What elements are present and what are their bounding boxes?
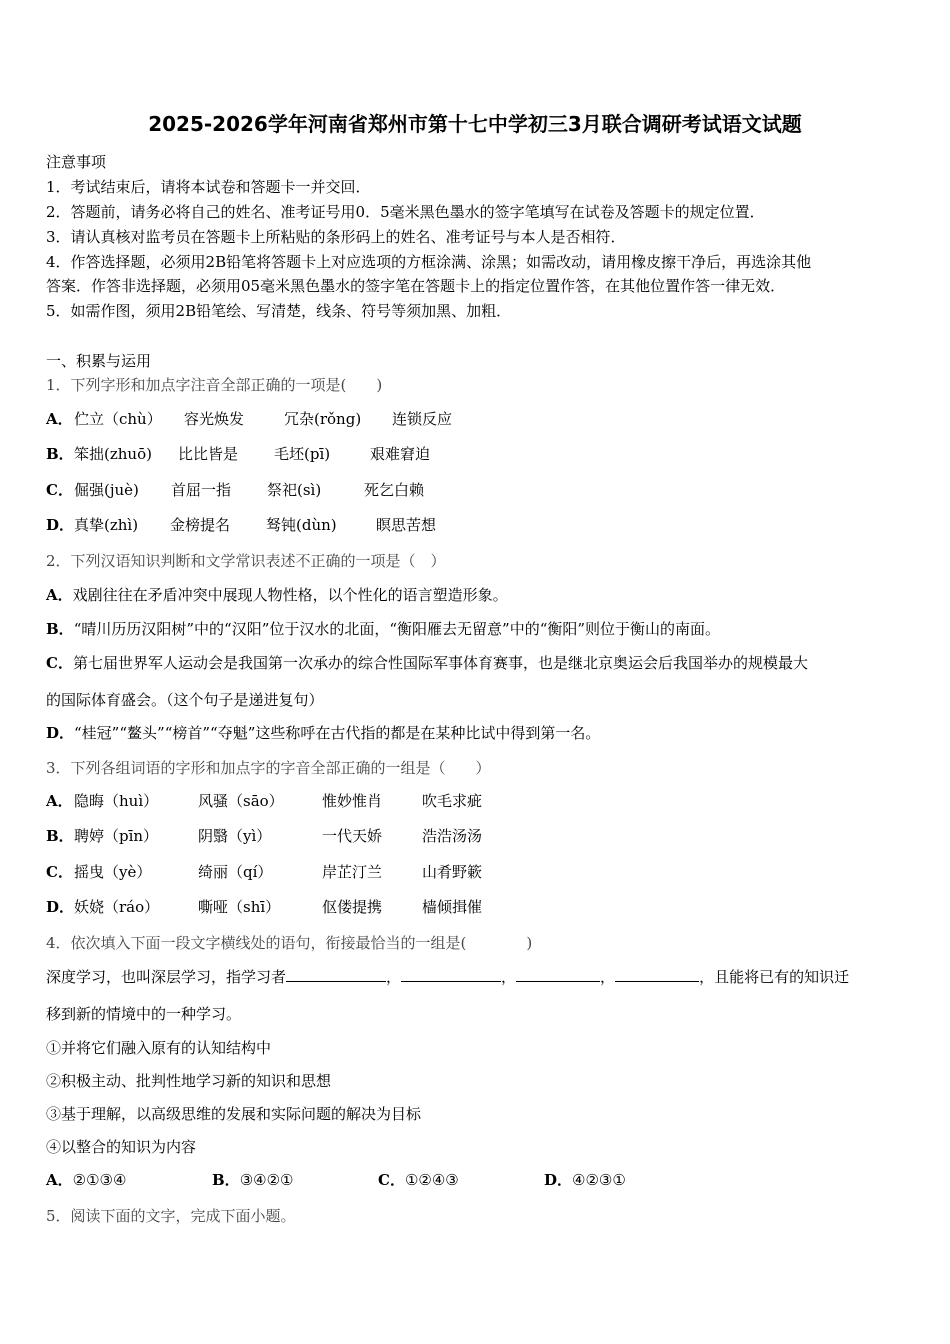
option-label: D．: [544, 1171, 573, 1189]
option-label: C．: [46, 863, 73, 881]
q1-option-d: [46, 515, 436, 535]
option-word: 祭祀(sì): [267, 481, 322, 499]
q4-options: [46, 1170, 626, 1190]
q4-paragraph: [46, 967, 849, 987]
option-word: 妖娆（ráo）: [74, 898, 160, 916]
q3-option-b: [46, 826, 482, 846]
q2-option-b: B．“晴川历历汉阳树”中的“汉阳”位于汉水的北面，“衡阳雁去无留意”中的“衡阳”则位于衡山的南面。: [46, 620, 721, 638]
separator: ，: [386, 968, 402, 986]
paragraph-text: ，且能将已有的知识迁: [699, 968, 850, 986]
q2-option-d: D．“桂冠”“鳌头”“榜首”“夺魁”这些称呼在古代指的都是在某种比试中得到第一名。: [46, 724, 601, 742]
notice-item-5: 5．如需作图，须用2B铅笔绘、写清楚，线条、符号等须加黑、加粗．: [46, 302, 512, 320]
option-label: D．: [46, 724, 75, 742]
q4-item-3: ③基于理解，以高级思维的发展和实际问题的解决为目标: [46, 1105, 422, 1123]
q3-option-a: [46, 791, 482, 811]
option-label: C．: [46, 481, 73, 499]
q3-stem: 3．下列各组词语的字形和加点字的字音全部正确的一组是（ ）: [46, 759, 491, 777]
option-word: 山肴野簌: [422, 863, 483, 881]
option-label: B．: [46, 827, 74, 845]
notice-item-3: 3．请认真核对监考员在答题卡上所粘贴的条形码上的姓名、准考证号与本人是否相符．: [46, 228, 626, 246]
q1-option-b: [46, 444, 430, 464]
option-a: A．②①③④: [46, 1171, 127, 1189]
q5-stem: 5．阅读下面的文字，完成下面小题。: [46, 1207, 296, 1225]
q1-stem: 1．下列字形和加点字注音全部正确的一项是( ): [46, 376, 383, 394]
q2-option-a: A．戏剧往往在矛盾冲突中展现人物性格，以个性化的语言塑造形象。: [46, 586, 508, 604]
fill-blank: [286, 967, 386, 982]
option-word: 浩浩汤汤: [422, 827, 483, 845]
option-word: 倔强(juè): [74, 481, 139, 499]
q3-option-c: [46, 862, 482, 882]
option-word: 比比皆是: [178, 445, 239, 463]
option-label: B．: [212, 1171, 240, 1189]
q2-option-c-cont: 的国际体育盛会。（这个句子是递进复句）: [46, 691, 324, 709]
q4-stem: 4．依次填入下面一段文字横线处的语句，衔接最恰当的一组是( ): [46, 934, 533, 952]
option-word: 连锁反应: [392, 410, 453, 428]
option-label: A．: [46, 410, 73, 428]
option-word: 真挚(zhì): [74, 516, 139, 534]
option-word: 吹毛求疵: [422, 792, 483, 810]
option-label: B．: [46, 620, 74, 638]
option-word: 惟妙惟肖: [322, 792, 383, 810]
q4-item-1: ①并将它们融入原有的认知结构中: [46, 1039, 272, 1057]
q2-stem: 2．下列汉语知识判断和文学常识表述不正确的一项是（ ）: [46, 552, 446, 570]
option-label: A．: [46, 586, 73, 604]
q1-option-a: [46, 409, 452, 429]
option-label: D．: [46, 516, 75, 534]
fill-blank: [516, 967, 600, 982]
q4-item-4: ④以整合的知识为内容: [46, 1138, 197, 1156]
option-word: 艰难窘迫: [370, 445, 431, 463]
fill-blank: [615, 967, 699, 982]
option-word: 岸芷汀兰: [322, 863, 383, 881]
option-word: 聘婷（pīn）: [74, 827, 159, 845]
notice-item-4-cont: 答案．作答非选择题，必须用05毫米黑色墨水的签字笔在答题卡上的指定位置作答，在其他位置作答一律无效．: [46, 277, 786, 295]
option-label: D．: [46, 898, 75, 916]
fill-blank: [401, 967, 501, 982]
section-heading: 一、积累与运用: [46, 352, 152, 370]
option-word: 金榜提名: [170, 516, 231, 534]
separator: ，: [600, 968, 616, 986]
option-word: 笨拙(zhuō): [74, 445, 152, 463]
notice-item-4: 4．作答选择题，必须用2B铅笔将答题卡上对应选项的方框涂满、涂黑；如需改动，请用橡皮擦干净后，再选涂其他: [46, 253, 812, 271]
q2-option-c: C．第七届世界军人运动会是我国第一次承办的综合性国际军事体育赛事，也是继北京奥运会后我国举办的规模最大: [46, 654, 808, 672]
option-word: 首屈一指: [171, 481, 232, 499]
option-word: 嘶哑（shī）: [198, 898, 281, 916]
q4-paragraph-cont: 移到新的情境中的一种学习。: [46, 1005, 242, 1023]
option-word: 绮丽（qí）: [198, 863, 273, 881]
notice-item-1: 1．考试结束后，请将本试卷和答题卡一并交回．: [46, 178, 371, 196]
option-word: 死乞白赖: [364, 481, 425, 499]
q1-option-c: [46, 480, 424, 500]
option-label: A．: [46, 1171, 73, 1189]
option-label: C．: [378, 1171, 405, 1189]
option-word: 阴翳（yì）: [198, 827, 272, 845]
option-label: C．: [46, 654, 73, 672]
page-title: 2025-2026学年河南省郑州市第十七中学初三3月联合调研考试语文试题: [148, 112, 802, 136]
option-word: 驽钝(dùn): [266, 516, 337, 534]
option-word: 樯倾揖催: [422, 898, 483, 916]
q3-option-d: [46, 897, 482, 917]
option-word: 容光焕发: [184, 410, 245, 428]
option-word: 一代天娇: [322, 827, 383, 845]
notice-item-2: 2．答题前，请务必将自己的姓名、准考证号用0．5毫米黑色墨水的签字笔填写在试卷及答题卡的规定位置．: [46, 203, 765, 221]
option-word: 摇曳（yè）: [74, 863, 152, 881]
option-word: 冗杂(rǒng): [284, 410, 362, 428]
separator: ，: [501, 968, 517, 986]
option-word: 瞑思苦想: [376, 516, 437, 534]
option-label: A．: [46, 792, 73, 810]
option-word: 隐晦（huì）: [74, 792, 159, 810]
paragraph-text: 深度学习，也叫深层学习，指学习者: [46, 968, 287, 986]
option-d: D．④②③①: [544, 1171, 626, 1189]
option-b: B．③④②①: [212, 1171, 294, 1189]
option-word: 伛偻提携: [322, 898, 383, 916]
option-c: C．①②④③: [378, 1171, 459, 1189]
q4-item-2: ②积极主动、批判性地学习新的知识和思想: [46, 1072, 332, 1090]
option-label: B．: [46, 445, 74, 463]
option-word: 毛坯(pī): [274, 445, 331, 463]
option-word: 伫立（chù）: [74, 410, 162, 428]
option-word: 风骚（sāo）: [198, 792, 284, 810]
notice-heading: 注意事项: [46, 153, 107, 171]
